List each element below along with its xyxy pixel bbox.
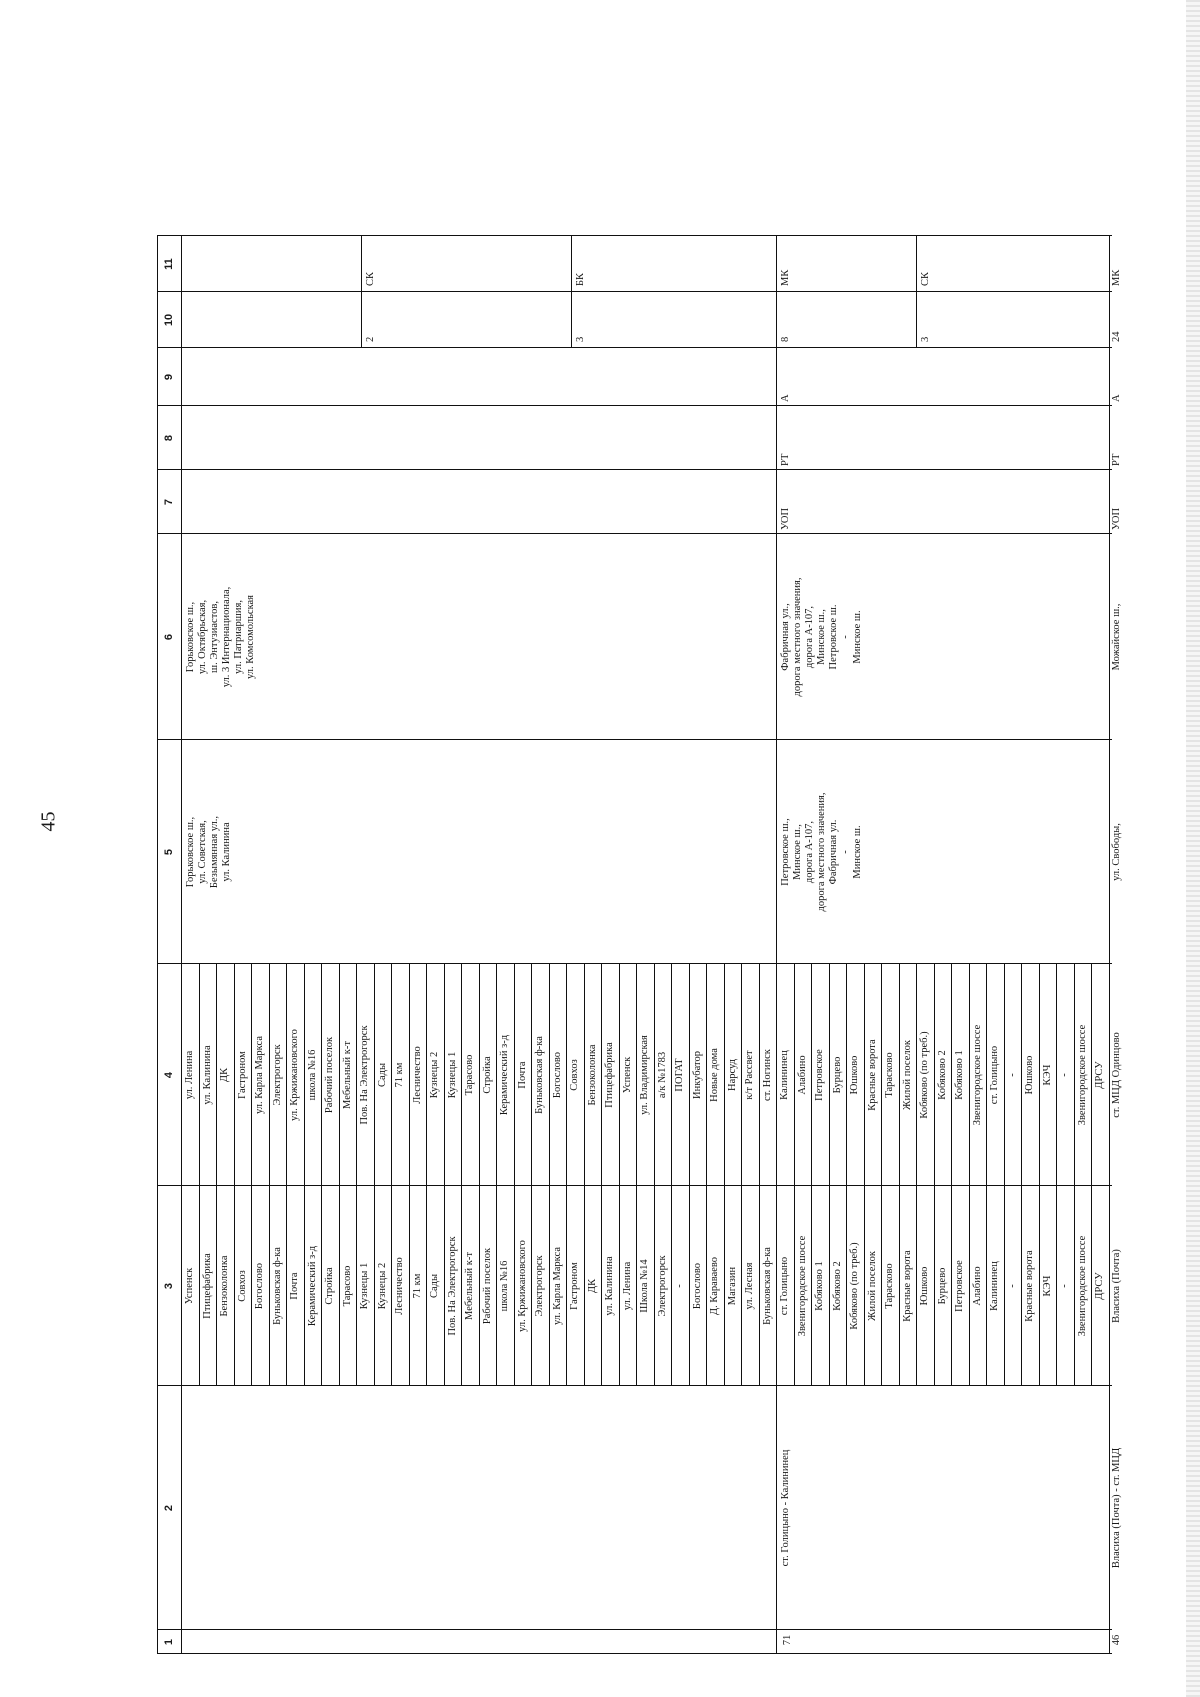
stop-return: Тарасово xyxy=(464,1054,475,1096)
stop-forward: Бензоколонка xyxy=(219,1255,230,1317)
stop-return: Инкубатор xyxy=(691,1051,703,1099)
column-header-3: 3 xyxy=(162,1282,175,1290)
tariff-type xyxy=(185,410,205,466)
streets-forward: ул. Свободы, xyxy=(1110,823,1122,881)
column-header-9: 9 xyxy=(162,373,175,381)
stop-return: Юшково xyxy=(1024,1055,1035,1095)
group-line xyxy=(571,236,572,348)
route-number xyxy=(187,1630,217,1650)
stop-forward: ДК xyxy=(586,1278,598,1294)
stop-return: Тарасково xyxy=(884,1052,895,1098)
stop-return: Птицефабрика xyxy=(604,1042,615,1108)
column-header-10: 10 xyxy=(162,313,175,327)
vehicle-count: 3 xyxy=(575,336,586,342)
stop-forward: Школа №14 xyxy=(639,1259,650,1313)
stop-return: Красные ворота xyxy=(866,1039,878,1111)
vehicle-count: 24 xyxy=(1110,331,1122,342)
column-line-1 xyxy=(157,1629,1112,1630)
streets-forward: Горьковское ш., ул. Советская, Безымянная ул., ул. Калинина xyxy=(185,815,233,889)
vehicle-type: А xyxy=(780,394,791,402)
stop-return: Почта xyxy=(516,1061,528,1089)
stop-return: ул. Владимирская xyxy=(639,1035,650,1115)
column-header-5: 5 xyxy=(162,848,175,856)
vehicle-count: 3 xyxy=(920,336,931,342)
stop-return: Юшково xyxy=(849,1055,860,1095)
route-type xyxy=(185,474,205,530)
page-number: 45 xyxy=(37,811,60,832)
route-table xyxy=(157,112,1122,1654)
stop-return: Рабочий поселок xyxy=(324,1036,335,1114)
streets-return: Фабричная ул., дорога местного значения, дорога А-107, Минское ш., Петровское ш. - Минское ш. xyxy=(780,577,864,697)
stop-forward: Алабино xyxy=(971,1266,983,1306)
vehicle-class: МК xyxy=(1110,269,1122,286)
stop-return: Жилой поселок xyxy=(901,1040,913,1110)
stop-forward: Звенигородское шоссе xyxy=(1076,1235,1088,1337)
stop-forward: Буньковская ф-ка xyxy=(271,1247,283,1325)
stop-forward: Красные ворота xyxy=(1024,1250,1035,1322)
stop-return: Стройка xyxy=(481,1056,493,1094)
stop-forward: Лесничество xyxy=(394,1257,405,1315)
route-number: 46 xyxy=(1110,1634,1122,1646)
stop-forward: Пов. На Электрогорск xyxy=(446,1236,458,1336)
stop-return: а/к №1783 xyxy=(656,1051,668,1099)
stop-return: Звенигородское шоссе xyxy=(1076,1024,1088,1126)
stop-forward: Буньковская ф-ка xyxy=(761,1247,773,1325)
stop-return: к/т Рассвет xyxy=(744,1050,755,1100)
stop-return: Звенигородское шоссе xyxy=(971,1024,983,1126)
vehicle-class: МК xyxy=(780,269,791,286)
stop-return: школа №16 xyxy=(306,1049,318,1101)
stop-forward: Д. Караваево xyxy=(709,1256,720,1316)
stop-return: ул. Ленина xyxy=(184,1050,195,1100)
column-line-7 xyxy=(157,469,1112,470)
route-type: УОП xyxy=(780,507,791,530)
stop-forward: Бурцево xyxy=(936,1267,948,1305)
stop-return: ул. Кржижановского xyxy=(289,1029,300,1121)
stop-forward: ст. Голицыно xyxy=(779,1256,790,1316)
stop-forward: Гастроном xyxy=(569,1262,580,1310)
stop-return: ул. Карла Маркса xyxy=(254,1036,265,1114)
stop-forward: Петровское xyxy=(954,1260,965,1312)
stop-return: Гастроном xyxy=(236,1051,248,1099)
vehicle-class: СК xyxy=(365,271,376,286)
column-line-0 xyxy=(157,1653,1112,1654)
stop-forward: Рабочий поселок xyxy=(481,1247,493,1325)
route-name: ст. Голицыно - Калининец xyxy=(780,1449,791,1567)
streets-return: Горьковское ш., ул. Октябрьская, ш. Энтузиастов, ул. 3 Интернационала, ул. Патриаршия, ул. Комсомольская xyxy=(185,586,257,688)
stop-forward: ул. Лесная xyxy=(744,1262,755,1310)
stop-return: ДК xyxy=(219,1067,230,1083)
stop-return: Сады xyxy=(376,1062,388,1088)
stop-forward: Керамический з-д xyxy=(306,1245,318,1327)
stop-forward: Кобяково 1 xyxy=(814,1261,825,1311)
column-header-4: 4 xyxy=(162,1071,175,1079)
stop-return: Богослово xyxy=(551,1051,563,1099)
column-header-7: 7 xyxy=(162,498,175,506)
stop-forward: Кузнецы 2 xyxy=(376,1262,388,1310)
column-header-8: 8 xyxy=(162,434,175,442)
stop-return: ст. Ногинск xyxy=(761,1049,773,1101)
vehicle-type xyxy=(185,352,205,402)
group-line xyxy=(361,236,362,348)
vehicle-class: БК xyxy=(575,272,586,286)
stop-forward: Электрогорск xyxy=(534,1255,545,1317)
column-line-8 xyxy=(157,405,1112,406)
route-number: 71 xyxy=(782,1634,793,1646)
stop-forward: ул. Ленина xyxy=(621,1261,633,1311)
stop-forward: Магазин xyxy=(726,1266,738,1306)
stop-return: 71 км xyxy=(394,1062,405,1088)
stop-forward: Тарасково xyxy=(884,1263,895,1309)
streets-forward: Петровское ш., Минское ш., дорога А-107, дорога местного значения, Фабричная ул. - Минское ш. xyxy=(780,792,864,912)
stop-return: ст. МЦД Одинцово xyxy=(1110,1032,1122,1118)
route-name: Власиха (Почта) - ст. МЦД xyxy=(1110,1447,1122,1569)
stop-forward: Кобяково 2 xyxy=(831,1261,843,1311)
stop-forward: Стройка xyxy=(324,1267,335,1305)
route-type: УОП xyxy=(1110,507,1122,530)
stop-return: Мебельный к-т xyxy=(341,1041,353,1109)
stop-forward: Юшково xyxy=(919,1266,930,1306)
column-line-11 xyxy=(157,235,1112,236)
stop-return: КЭЧ xyxy=(1041,1064,1053,1086)
stop-return: Кузнецы 1 xyxy=(446,1051,458,1099)
stop-return: ст. Голицыно xyxy=(989,1045,1000,1105)
stop-return: Калининец xyxy=(779,1050,790,1100)
vehicle-count: 8 xyxy=(780,336,791,342)
header-bottom-line xyxy=(181,236,182,1654)
stop-forward: Кузнецы 1 xyxy=(359,1262,370,1310)
stop-forward: Почта xyxy=(289,1272,300,1300)
column-header-6: 6 xyxy=(162,633,175,641)
stop-return: Нарсуд xyxy=(726,1059,738,1091)
group-line xyxy=(916,236,917,348)
vehicle-type: А xyxy=(1110,394,1122,402)
stop-forward: Жилой поселок xyxy=(866,1251,878,1321)
scan-edge-artifact xyxy=(1186,0,1200,1697)
stop-forward: ул. Кржижановского xyxy=(516,1240,528,1332)
stop-forward: 71 км xyxy=(411,1273,423,1299)
stop-forward: Калининец xyxy=(989,1261,1000,1311)
vehicle-count: 2 xyxy=(365,336,376,342)
stop-return: ДРСУ xyxy=(1094,1061,1105,1089)
section-line-2 xyxy=(1109,236,1110,1654)
stop-return: ПОГАТ xyxy=(674,1058,685,1092)
vehicle-class xyxy=(185,238,205,286)
stop-return: Буньковская ф-ка xyxy=(534,1036,545,1114)
column-line-10 xyxy=(157,291,1112,292)
stop-forward: Звенигородское шоссе xyxy=(796,1235,808,1337)
column-header-1: 1 xyxy=(162,1638,175,1646)
streets-return: Можайское ш., xyxy=(1110,603,1122,671)
stop-forward: ДРСУ xyxy=(1094,1272,1105,1300)
column-header-2: 2 xyxy=(162,1504,175,1512)
stop-forward: Электрогорск xyxy=(656,1255,668,1317)
stop-forward: - xyxy=(674,1284,685,1288)
column-line-9 xyxy=(157,347,1112,348)
stop-forward: ул. Карла Маркса xyxy=(551,1247,563,1325)
stop-return: Электрогорск xyxy=(271,1044,283,1106)
stop-return: Кобяково 1 xyxy=(954,1050,965,1100)
stop-forward: Богослово xyxy=(691,1262,703,1310)
stop-return: Керамический з-д xyxy=(499,1034,510,1116)
stop-return: Лесничество xyxy=(411,1046,423,1104)
stop-return: Кобяково 2 xyxy=(936,1050,948,1100)
stop-return: Пов. На Электрогорск xyxy=(359,1025,370,1125)
stop-forward: ул. Калинина xyxy=(604,1256,615,1316)
column-line-5 xyxy=(157,739,1112,740)
stop-forward: Совхоз xyxy=(236,1270,248,1302)
stop-return: Алабино xyxy=(796,1055,808,1095)
stop-return: Кобяково (по треб.) xyxy=(919,1031,930,1119)
stop-forward: школа №16 xyxy=(499,1260,510,1312)
column-header-11: 11 xyxy=(162,258,175,270)
section-line-1 xyxy=(776,236,777,1654)
tariff-type: РТ xyxy=(1110,453,1122,466)
stop-forward: Красные ворота xyxy=(901,1250,913,1322)
stop-forward: Богослово xyxy=(254,1262,265,1310)
stop-return: - xyxy=(1059,1073,1070,1077)
stop-forward: - xyxy=(1006,1284,1018,1288)
stop-forward: Птицефабрика xyxy=(201,1253,213,1319)
stop-forward: Тарасово xyxy=(341,1265,353,1307)
vehicle-count xyxy=(185,294,205,342)
stop-return: Успенск xyxy=(621,1056,633,1094)
tariff-type: РТ xyxy=(780,453,791,466)
document-table-viewport xyxy=(157,112,1122,1654)
route-name xyxy=(185,1390,225,1626)
stop-forward: КЭЧ xyxy=(1041,1275,1053,1297)
stop-forward: Мебельный к-т xyxy=(464,1252,475,1320)
stop-return: Кузнецы 2 xyxy=(429,1051,440,1099)
column-line-6 xyxy=(157,533,1112,534)
stop-forward: Власиха (Почта) xyxy=(1110,1249,1122,1323)
stop-forward: Кобяково (по треб.) xyxy=(849,1242,860,1330)
stop-return: Петровское xyxy=(814,1049,825,1101)
stop-return: Бурцево xyxy=(831,1056,843,1094)
stop-return: Совхоз xyxy=(569,1059,580,1091)
stop-return: ул. Калинина xyxy=(201,1045,213,1105)
stop-return: Бензоколонка xyxy=(586,1044,598,1106)
stop-return: - xyxy=(1006,1073,1018,1077)
stop-forward: Успенск xyxy=(184,1267,195,1305)
stop-return: Новые дома xyxy=(709,1048,720,1102)
stop-forward: - xyxy=(1059,1284,1070,1288)
vehicle-class: СК xyxy=(920,271,931,286)
stop-forward: Сады xyxy=(429,1273,440,1299)
